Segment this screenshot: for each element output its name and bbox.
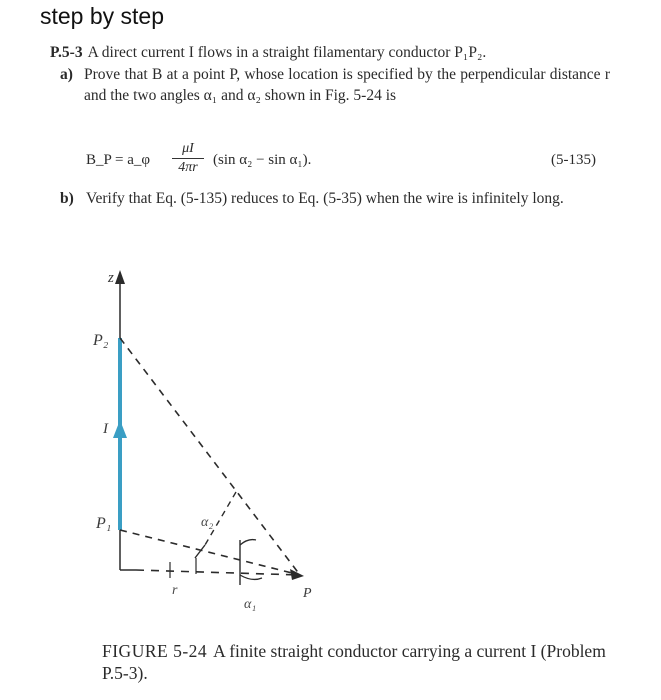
part-b-text: Verify that Eq. (5-135) reduces to Eq. (5-35) when the wire is infinitely long.: [86, 190, 564, 207]
label-p1: P₁: [96, 515, 112, 532]
equation-lhs: B_P = a_φ: [86, 152, 151, 168]
z-axis-arrowhead: [115, 270, 125, 284]
part-b: [60, 188, 600, 209]
dashed-line-r: [136, 570, 300, 575]
caption-label: FIGURE 5-24: [102, 641, 208, 661]
dashed-line-p1-to-p: [120, 530, 300, 575]
label-p: P: [303, 586, 312, 601]
alpha1-arc: [240, 575, 262, 579]
caption-text: A finite straight conductor carrying a current I (Problem P.5-3).: [102, 641, 606, 683]
label-current-i: I: [103, 421, 108, 437]
label-r: r: [172, 583, 178, 598]
alpha2-arc: [240, 540, 256, 545]
label-alpha2: α₂: [201, 515, 214, 530]
problem-intro: [50, 42, 610, 63]
dashed-line-p2-to-p: [120, 338, 300, 575]
label-z: z: [108, 270, 114, 286]
part-a: [50, 64, 610, 106]
fraction-numerator: μI: [182, 141, 194, 156]
figure-caption: [102, 640, 622, 684]
problem-statement: [50, 42, 610, 106]
current-arrow: [113, 420, 127, 438]
problem-number: P.5-3: [50, 44, 83, 61]
equation-number: (5-135): [551, 152, 596, 168]
equation-5-135: [86, 140, 596, 180]
problem-intro-text: A direct current I flows in a straight filamentary conductor P₁P₂.: [87, 44, 487, 61]
fraction-denominator: 4πr: [178, 160, 198, 175]
part-a-label: a): [60, 66, 73, 83]
part-b-label: b): [60, 190, 74, 207]
equation-fraction: [168, 140, 208, 177]
part-a-text: Prove that B at a point P, whose location is specified by the perpendicular distance r and the two angles α₁ and α₂ shown in Fig. 5-24 is: [84, 66, 610, 104]
angle-construction-line-2: [195, 545, 205, 558]
page-header: step by step: [40, 3, 165, 29]
equation-rhs: (sin α₂ − sin α₁).: [213, 152, 312, 168]
figure-5-24-diagram: [0, 240, 661, 620]
label-alpha1: α₁: [244, 597, 257, 612]
label-p2: P₂: [93, 332, 109, 349]
